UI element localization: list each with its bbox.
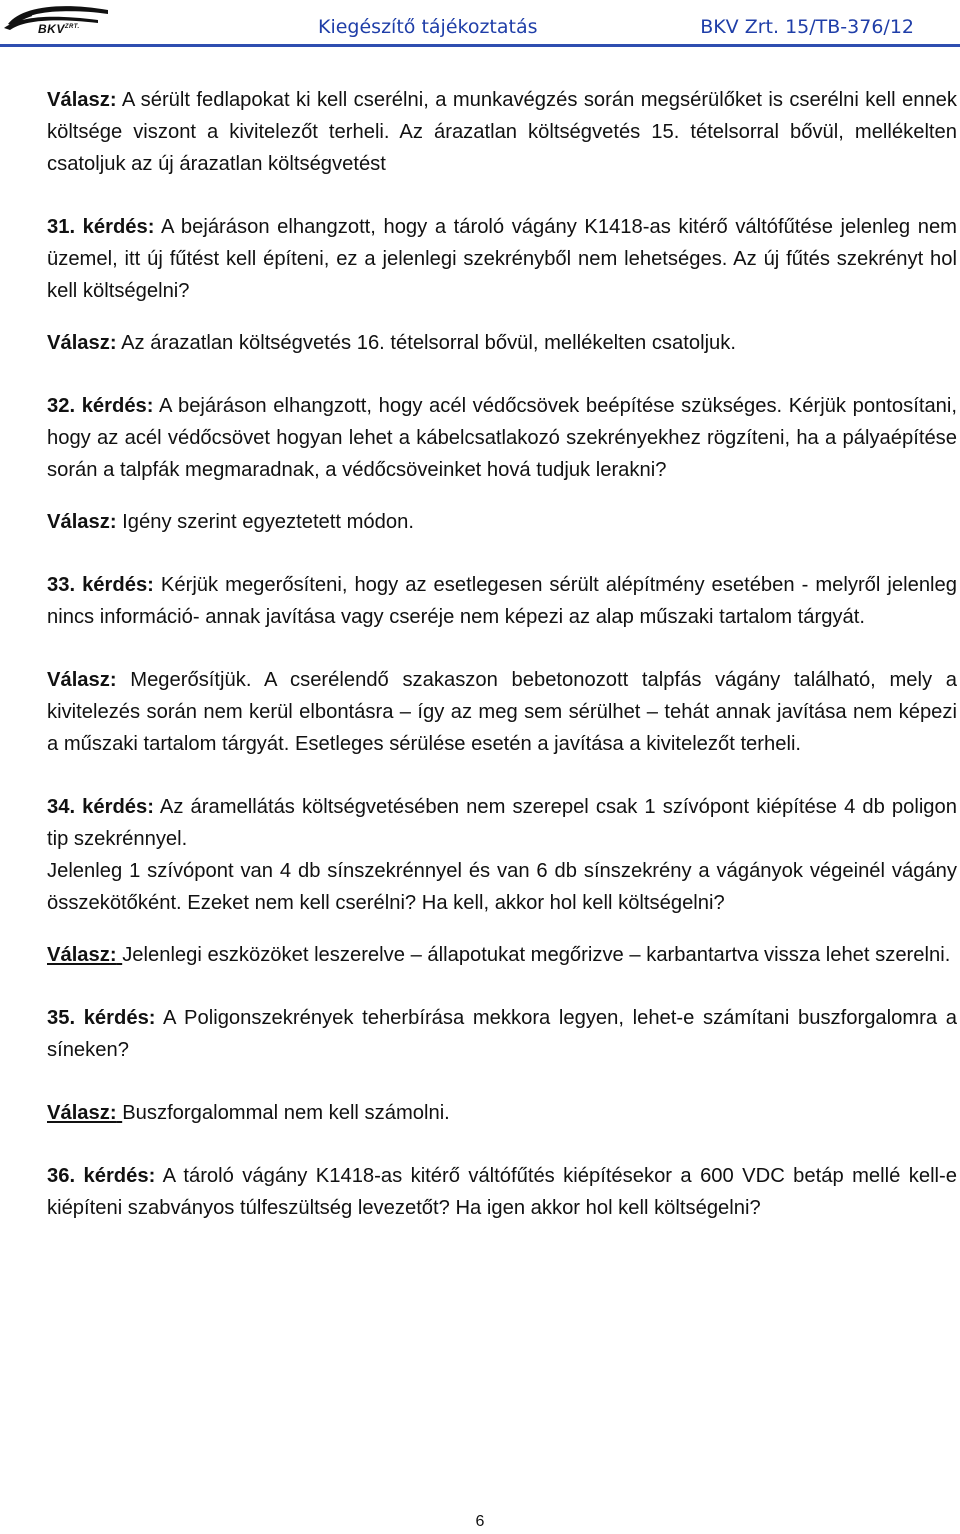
answer-31 [47, 327, 957, 359]
question-31 [47, 211, 957, 307]
logo-text: $BKV^{ZRT.}$ [38, 22, 80, 36]
answer-text: A sérült fedlapokat ki kell cserélni, a munkavégzés során megsérülőket is cserélni kell ennek költsége viszont a kivitelezőt terheli. Az árazatlan költségvetés 15. tételsorral bővül, mellékelten csatoljuk az új árazatlan költségvetést [47, 89, 957, 175]
question-number: 36. [47, 1165, 76, 1187]
question-36 [47, 1160, 957, 1224]
answer-text: Az árazatlan költségvetés 16. tételsorral bővül, mellékelten csatoljuk. [116, 332, 736, 354]
answer-label: Válasz: [47, 511, 117, 533]
answer-33 [47, 664, 957, 760]
answer-label: Válasz: [47, 89, 117, 111]
question-number: 34. [47, 796, 76, 818]
question-34-continued: Jelenleg 1 szívópont van 4 db sínszekrénnyel és van 6 db sínszekrény a vágányok végeinél vágány összekötőként. Ezeket nem kell cserélni? Ha kell, akkor hol kell költségelni? [47, 860, 957, 914]
question-32 [47, 390, 957, 486]
header-divider [0, 44, 960, 47]
question-label: kérdés: [75, 395, 154, 417]
answer-label: Válasz: [47, 1102, 117, 1124]
question-text: A bejáráson elhangzott, hogy a tároló vágány K1418-as kitérő váltófűtése jelenleg nem üzemel, itt új fűtést kell építeni, ez a jelenlegi szekrényből nem lehetséges. Az új fűtés szekrényt hol kell költségelni? [47, 216, 957, 302]
page-number: 6 [475, 1513, 485, 1530]
answer-34 [47, 939, 957, 971]
page-header [0, 0, 960, 52]
question-number: 35. [47, 1007, 76, 1029]
answer-30 [47, 84, 957, 180]
answer-label: Válasz: [47, 669, 117, 691]
question-text: Kérjük megerősíteni, hogy az esetlegesen sérült alépítmény esetében - melyről jelenleg nincs információ- annak javítása vagy cseréje nem képezi az alap műszaki tartalom tárgyát. [47, 574, 957, 628]
answer-label: Válasz: [47, 332, 117, 354]
question-35 [47, 1002, 957, 1066]
answer-32 [47, 506, 957, 538]
question-label: kérdés: [75, 1165, 156, 1187]
question-label: kérdés: [75, 574, 154, 596]
question-33 [47, 569, 957, 633]
answer-text: Megerősítjük. A cserélendő szakaszon bebetonozott talpfás vágány található, mely a kivitelezés során nem kerül elbontásra – így az meg sem sérülhet – tehát annak javítása nem képezi a műszaki tartalom tárgyát. Esetleges sérülése esetén a javítása a kivitelezőt terheli. [47, 669, 957, 755]
question-label: kérdés: [75, 216, 155, 238]
question-text: A tároló vágány K1418-as kitérő váltófűtés kiépítésekor a 600 VDC betáp mellé kell-e kiépíteni szabványos túlfeszültség levezetőt? Ha igen akkor hol kell költségelni? [47, 1165, 957, 1219]
question-text: A bejáráson elhangzott, hogy acél védőcsövek beépítése szükséges. Kérjük pontosítani, hogy az acél védőcsövet hogyan lehet a kábelcsatlakozó szekrényekhez rögzíteni, ha a pályaépítése során a talpfák megmaradnak, a védőcsöveinket hová tudjuk lerakni? [47, 395, 957, 481]
header-title: Kiegészítő tájékoztatás [318, 16, 538, 38]
document-body [47, 84, 957, 1224]
question-number: 31. [47, 216, 76, 238]
answer-text: Jelenlegi eszközöket leszerelve – állapotukat megőrizve – karbantartva vissza lehet szerelni. [122, 944, 951, 966]
question-text: Az áramellátás költségvetésében nem szerepel csak 1 szívópont kiépítése 4 db poligon tip szekrénnyel. [47, 796, 957, 850]
question-number: 33. [47, 574, 76, 596]
answer-label: Válasz: [47, 944, 117, 966]
question-text: A Poligonszekrények teherbírása mekkora legyen, lehet-e számítani buszforgalomra a síneken? [47, 1007, 957, 1061]
question-label: kérdés: [75, 796, 154, 818]
question-34 [47, 791, 957, 855]
question-number: 32. [47, 395, 76, 417]
answer-text: Buszforgalommal nem kell számolni. [122, 1102, 450, 1124]
answer-text: Igény szerint egyeztetett módon. [116, 511, 414, 533]
answer-35 [47, 1097, 957, 1129]
question-label: kérdés: [75, 1007, 156, 1029]
header-reference: BKV Zrt. 15/TB-376/12 [700, 16, 914, 38]
